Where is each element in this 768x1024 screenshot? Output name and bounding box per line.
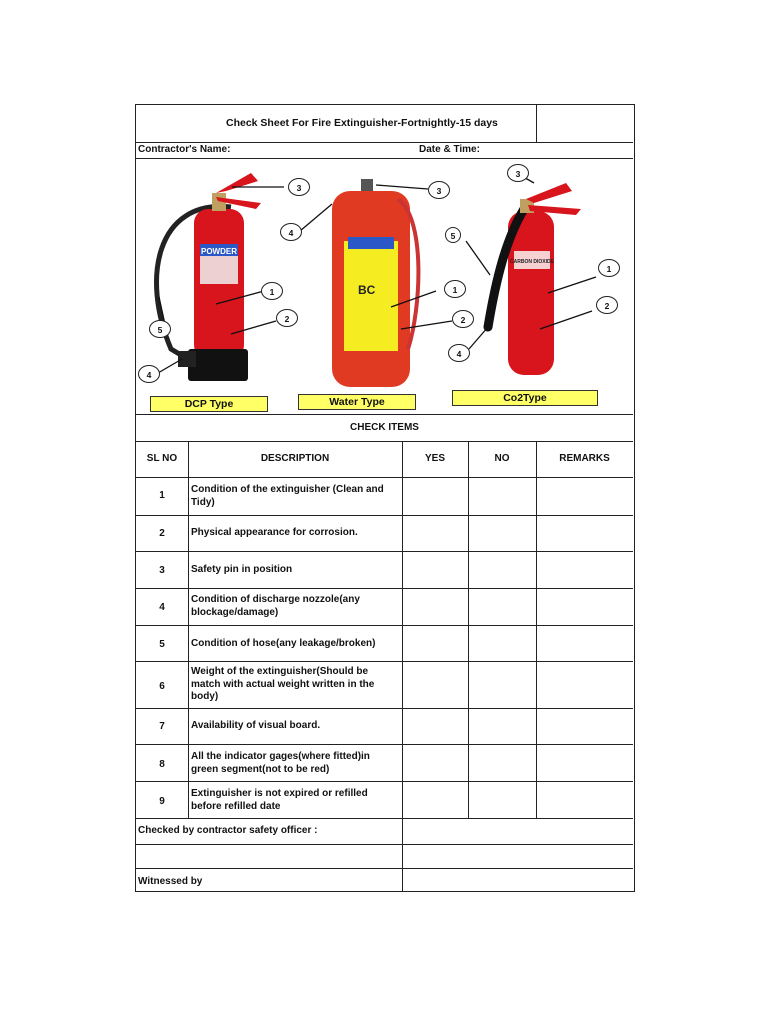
row-6-desc: Weight of the extinguisher(Should be match with actual weight written in the body) xyxy=(191,666,375,702)
row-7-desc: Availability of visual board. xyxy=(191,720,321,731)
co2-type-label: Co2Type xyxy=(452,390,598,406)
callout-dcp-5: 5 xyxy=(149,320,171,338)
row-1-desc: Condition of the extinguisher (Clean and Tidy) xyxy=(191,484,384,508)
extinguisher-illustrations xyxy=(136,159,633,413)
col-no: NO xyxy=(494,453,510,464)
col-remarks: REMARKS xyxy=(559,453,610,464)
dcp-type-label: DCP Type xyxy=(150,396,268,412)
callout-dcp-2: 2 xyxy=(276,309,298,327)
row-8-desc: All the indicator gages(where fitted)in green segment(not to be red) xyxy=(191,751,370,775)
callout-dcp-4-top: 4 xyxy=(280,223,302,241)
callout-water-1: 1 xyxy=(444,280,466,298)
callout-co2-1: 1 xyxy=(598,259,620,277)
dcp-body-text: POWDER xyxy=(201,247,237,256)
callout-water-2: 2 xyxy=(452,310,474,328)
row-5-desc: Condition of hose(any leakage/broken) xyxy=(191,638,376,649)
row-4-desc: Condition of discharge nozzole(any blockage/damage) xyxy=(191,594,360,618)
col-yes: YES xyxy=(424,453,445,464)
col-sl-no: SL NO xyxy=(146,453,178,464)
water-extinguisher-image xyxy=(332,179,418,387)
row-3-no: 3 xyxy=(159,565,165,576)
date-time-label: Date & Time: xyxy=(419,144,480,155)
checked-by-label: Checked by contractor safety officer : xyxy=(138,825,318,836)
row-7-no: 7 xyxy=(159,721,165,732)
callout-co2-5: 5 xyxy=(445,227,461,243)
row-4-no: 4 xyxy=(159,602,165,613)
dcp-extinguisher-image xyxy=(157,173,261,381)
row-2-no: 2 xyxy=(159,528,165,539)
water-type-label: Water Type xyxy=(298,394,416,410)
callout-water-3: 3 xyxy=(428,181,450,199)
check-items-heading: CHECK ITEMS xyxy=(350,422,419,433)
callout-dcp-1: 1 xyxy=(261,282,283,300)
row-9-no: 9 xyxy=(159,796,165,807)
row-1-no: 1 xyxy=(159,490,165,501)
contractor-name-label: Contractor's Name: xyxy=(138,144,231,155)
co2-extinguisher-image xyxy=(488,183,581,375)
callout-co2-2: 2 xyxy=(596,296,618,314)
row-3-desc: Safety pin in position xyxy=(191,564,293,575)
row-2-desc: Physical appearance for corrosion. xyxy=(191,527,358,538)
callout-dcp-4: 4 xyxy=(138,365,160,383)
witnessed-by-label: Witnessed by xyxy=(138,876,203,887)
row-8-no: 8 xyxy=(159,759,165,770)
callout-co2-3: 3 xyxy=(507,164,529,182)
row-9-desc: Extinguisher is not expired or refilled before refilled date xyxy=(191,788,368,812)
check-sheet xyxy=(135,104,635,892)
row-5-no: 5 xyxy=(159,639,165,650)
water-body-text: BC xyxy=(358,283,376,297)
row-6-no: 6 xyxy=(159,681,165,692)
page-title: Check Sheet For Fire Extinguisher-Fortnightly-15 days xyxy=(226,117,498,129)
callout-water-4: 4 xyxy=(448,344,470,362)
callout-dcp-3: 3 xyxy=(288,178,310,196)
co2-body-text: CARBON DIOXIDE xyxy=(510,259,554,265)
col-description: DESCRIPTION xyxy=(260,453,330,464)
